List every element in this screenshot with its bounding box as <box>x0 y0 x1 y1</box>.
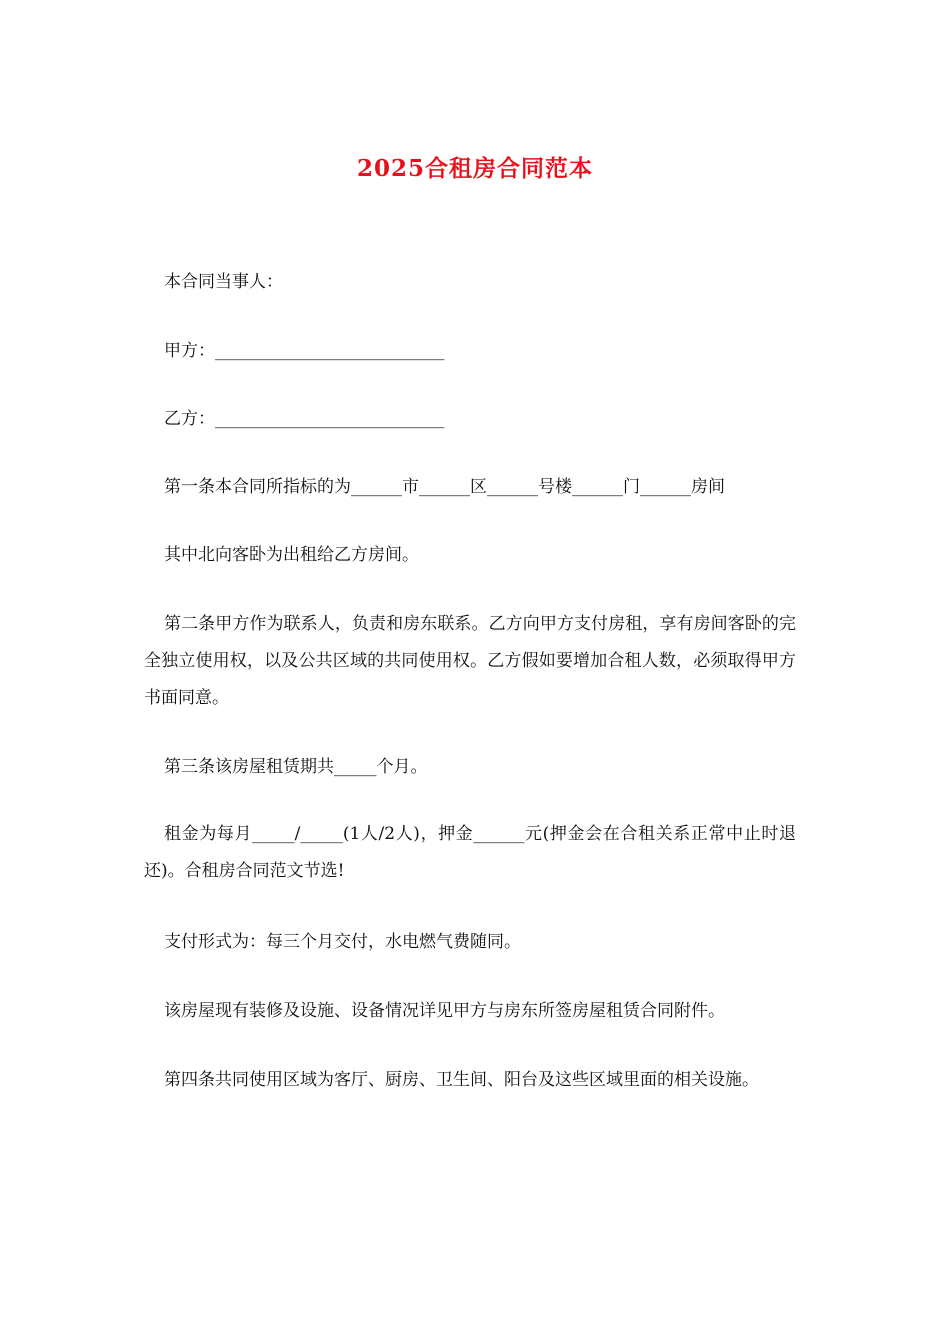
rent-deposit: 租金为每月_____/_____(1人/2人)，押金______元(押金会在合租关系正常中止时退还)。合租房合同范文节选! <box>144 824 796 881</box>
article-1: 第一条本合同所指标的为______市______区______号楼______门______房间 <box>164 477 725 497</box>
party-b-line: 乙方：___________________________ <box>164 409 445 429</box>
facilities-note: 该房屋现有装修及设施、设备情况详见甲方与房东所签房屋租赁合同附件。 <box>164 1001 725 1021</box>
article-3: 第三条该房屋租赁期共_____个月。 <box>164 757 428 777</box>
document-title: 2025合租房合同范本 <box>356 155 593 182</box>
article-2: 第二条甲方作为联系人，负责和房东联系。乙方向甲方支付房租，享有房间客卧的完全独立使用权，以及公共区域的共同使用权。乙方假如要增加合租人数，必须取得甲方书面同意。 <box>144 614 796 708</box>
parties-intro: 本合同当事人： <box>164 272 283 292</box>
party-a-line: 甲方：___________________________ <box>164 341 445 361</box>
payment-method: 支付形式为：每三个月交付，水电燃气费随同。 <box>164 932 521 952</box>
article-4: 第四条共同使用区域为客厅、厨房、卫生间、阳台及这些区域里面的相关设施。 <box>164 1070 759 1090</box>
article-1-room: 其中北向客卧为出租给乙方房间。 <box>164 545 419 565</box>
